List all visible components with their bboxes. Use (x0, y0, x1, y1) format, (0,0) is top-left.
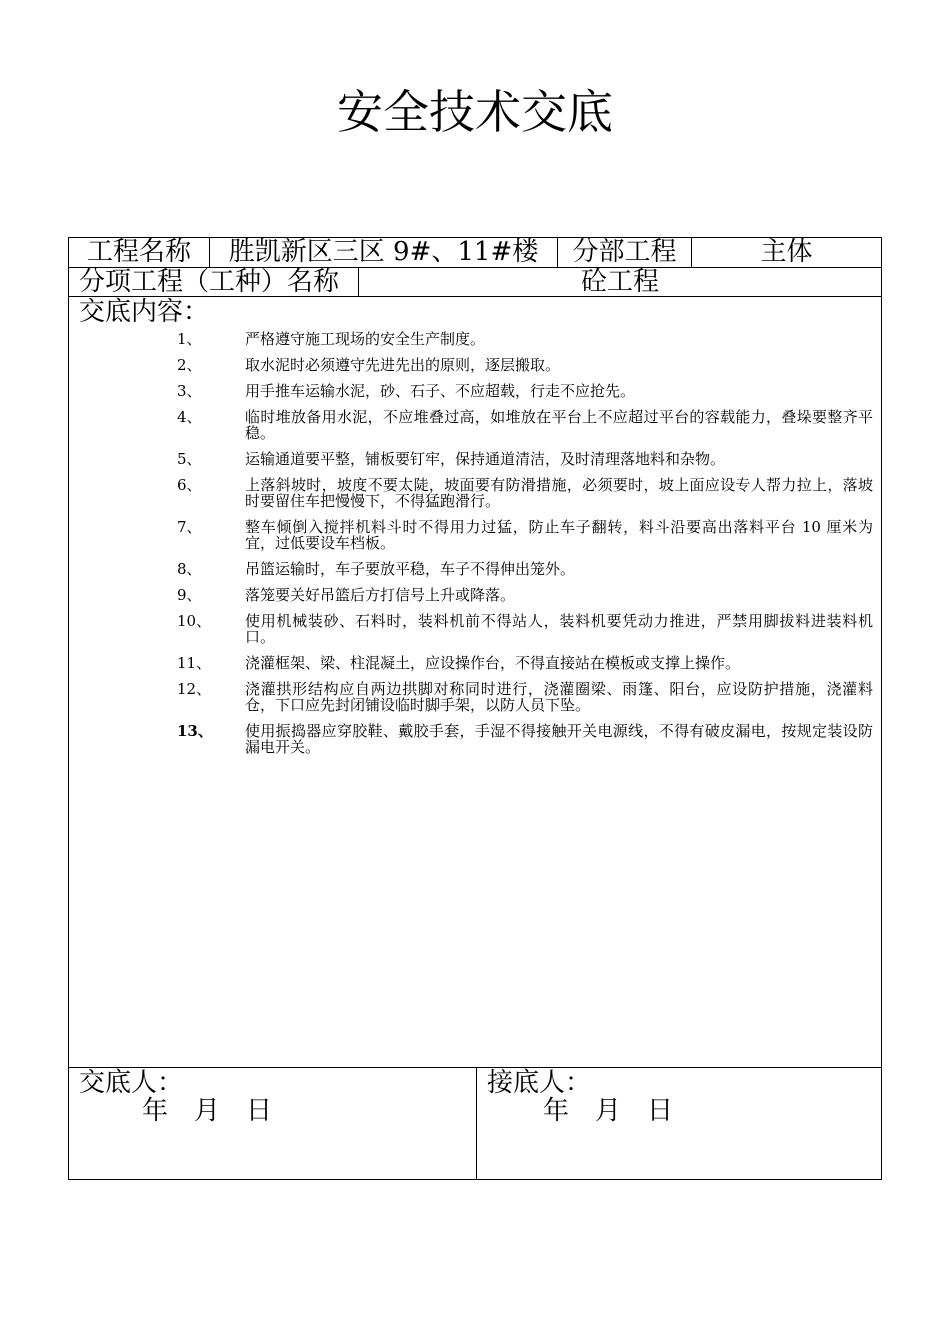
item-text: 严格遵守施工现场的安全生产制度。 (245, 330, 486, 348)
list-item (69, 655, 881, 671)
item-number: 4、 (177, 408, 202, 426)
item-number: 5、 (177, 450, 202, 468)
subitem-value: 砼工程 (580, 268, 659, 296)
list-item (69, 383, 881, 399)
header-row-project (69, 238, 881, 268)
item-number: 6、 (177, 476, 202, 494)
day-label: 日 (246, 1096, 273, 1126)
item-number: 2、 (177, 356, 202, 374)
receiver-label: 接底人： (487, 1068, 592, 1098)
year-label: 年 (142, 1096, 169, 1126)
content-item-list (69, 331, 881, 765)
item-text: 落笼要关好吊篮后方打信号上升或降落。 (245, 586, 516, 604)
item-text: 整车倾倒入搅拌机料斗时不得用力过猛，防止车子翻转，料斗沿要高出落料平台 10 厘米为宜，过低要设车档板。 (245, 518, 873, 552)
division-value: 主体 (760, 238, 813, 267)
document-title: 安全技术交底 (337, 85, 613, 139)
month-label: 月 (595, 1096, 622, 1126)
disclosure-form-table (68, 237, 882, 1180)
item-text: 临时堆放备用水泥，不应堆叠过高，如堆放在平台上不应超过平台的容载能力，叠垛要整齐平稳。 (245, 408, 873, 442)
discloser-signature-cell (69, 1068, 477, 1179)
project-name-value: 胜凯新区三区 9#、11#楼 (210, 238, 558, 267)
item-text: 取水泥时必须遵守先进先出的原则，逐层搬取。 (245, 356, 561, 374)
item-number: 3、 (177, 382, 202, 400)
day-label: 日 (647, 1096, 674, 1126)
receiver-signature-cell (477, 1068, 881, 1179)
year-label: 年 (543, 1096, 570, 1126)
list-item (69, 519, 881, 551)
item-number: 7、 (177, 518, 202, 536)
signature-section (69, 1068, 881, 1179)
division-label: 分部工程 (558, 238, 692, 267)
item-text: 运输通道要平整，铺板要钉牢，保持通道清洁，及时清理落地料和杂物。 (245, 450, 726, 468)
discloser-date (142, 1096, 298, 1126)
item-number: 8、 (177, 560, 202, 578)
item-text: 上落斜坡时，坡度不要太陡，坡面要有防滑措施，必须要时，坡上面应设专人帮力拉上，落坡时要留住车把慢慢下，不得猛跑滑行。 (245, 476, 873, 510)
list-item (69, 477, 881, 509)
item-text: 浇灌拱形结构应自两边拱脚对称同时进行，浇灌圈梁、雨篷、阳台，应设防护措施，浇灌料仓，下口应先封闭铺设临时脚手架，以防人员下坠。 (245, 680, 873, 714)
item-number: 10、 (177, 612, 212, 630)
project-name-label: 工程名称 (69, 238, 210, 267)
content-label: 交底内容： (79, 297, 210, 327)
item-text: 用手推车运输水泥，砂、石子、不应超载，行走不应抢先。 (245, 382, 636, 400)
receiver-date (543, 1096, 699, 1126)
item-text: 使用机械装砂、石料时，装料机前不得站人，装料机要凭动力推进，严禁用脚拔料进装料机口。 (245, 612, 873, 646)
discloser-label: 交底人： (79, 1068, 184, 1098)
list-item (69, 613, 881, 645)
list-item (69, 331, 881, 347)
list-item (69, 409, 881, 441)
item-text: 使用振捣器应穿胶鞋、戴胶手套，手湿不得接触开关电源线，不得有破皮漏电，按规定装设防漏电开关。 (245, 722, 873, 756)
item-number: 11、 (177, 654, 212, 672)
disclosure-content (69, 297, 881, 1068)
list-item (69, 681, 881, 713)
list-item (69, 357, 881, 373)
item-text: 浇灌框架、梁、柱混凝土，应设操作台，不得直接站在模板或支撑上操作。 (245, 654, 741, 672)
subitem-label: 分项工程（工种）名称 (69, 268, 359, 296)
list-item (69, 587, 881, 603)
list-item (69, 451, 881, 467)
header-row-subitem (69, 268, 881, 297)
item-text: 吊篮运输时，车子要放平稳，车子不得伸出笼外。 (245, 560, 576, 578)
item-number: 13、 (177, 722, 213, 740)
item-number: 9、 (177, 586, 202, 604)
list-item (69, 723, 881, 755)
item-number: 12、 (177, 680, 212, 698)
month-label: 月 (194, 1096, 221, 1126)
item-number: 1、 (177, 330, 202, 348)
list-item (69, 561, 881, 577)
